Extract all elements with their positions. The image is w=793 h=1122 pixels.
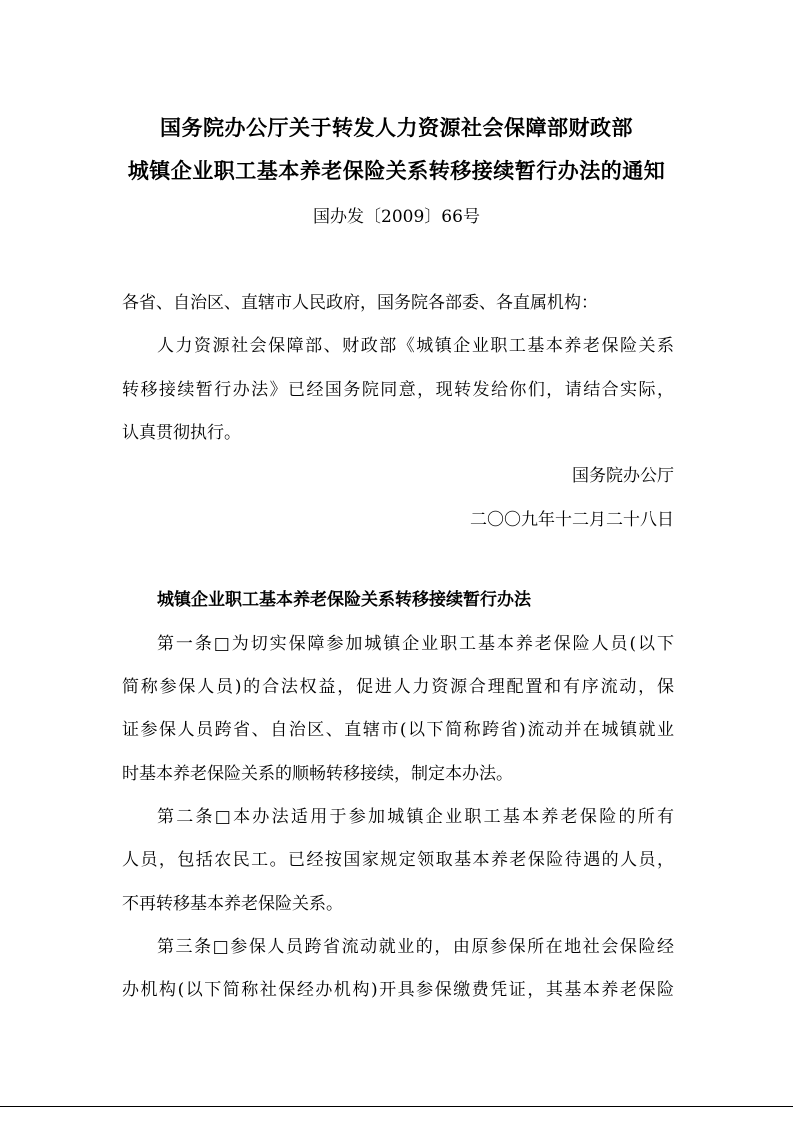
issuer-signature: 国务院办公厅 [572,466,674,486]
article-2-line: 不再转移基本养老保险关系。 [122,894,343,914]
document-number: 国办发〔2009〕66号 [313,207,480,227]
notice-body-line: 认真贯彻执行。 [122,423,241,443]
article-1-line: 简称参保人员)的合法权益，促进人力资源合理配置和有序流动，保 [122,677,674,697]
article-3-line: 第三条□参保人员跨省流动就业的，由原参保所在地社会保险经 [157,937,674,957]
notice-body-line: 转移接续暂行办法》已经国务院同意，现转发给你们，请结合实际， [122,380,674,400]
article-1-line: 第一条□为切实保障参加城镇企业职工基本养老保险人员(以下 [157,634,674,654]
notice-body-line: 人力资源社会保障部、财政部《城镇企业职工基本养老保险关系 [157,336,674,356]
issue-date: 二〇〇九年十二月二十八日 [470,510,674,530]
page-bottom-rule [0,1106,793,1107]
addressee: 各省、自治区、直辖市人民政府，国务院各部委、各直属机构： [122,293,598,313]
article-2-line: 第二条□本办法适用于参加城镇企业职工基本养老保险的所有 [157,807,674,827]
notice-title-line-2: 城镇企业职工基本养老保险关系转移接续暂行办法的通知 [127,158,666,183]
notice-title-line-1: 国务院办公厅关于转发人力资源社会保障部财政部 [160,115,633,140]
article-3-line: 办机构(以下简称社保经办机构)开具参保缴费凭证，其基本养老保险 [122,980,674,1000]
measures-title: 城镇企业职工基本养老保险关系转移接续暂行办法 [157,590,531,610]
article-2-line: 人员，包括农民工。已经按国家规定领取基本养老保险待遇的人员， [122,850,674,870]
article-1-line: 时基本养老保险关系的顺畅转移接续，制定本办法。 [122,764,513,784]
article-1-line: 证参保人员跨省、自治区、直辖市(以下简称跨省)流动并在城镇就业 [122,720,674,740]
